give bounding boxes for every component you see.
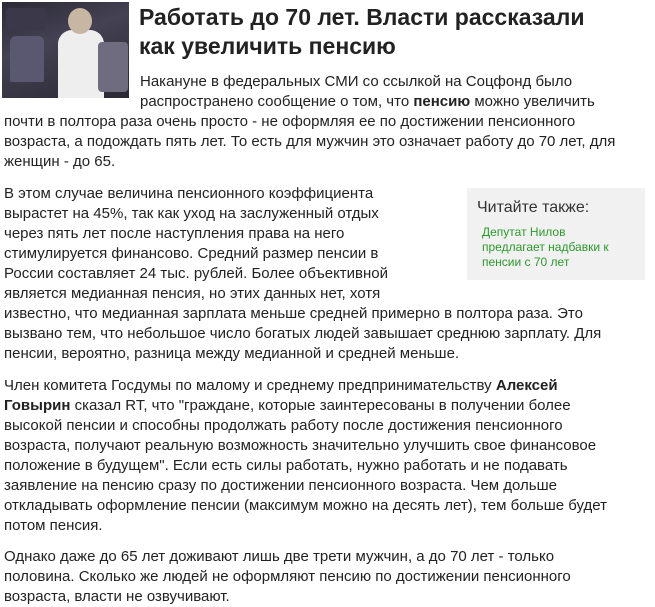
paragraph-intro: Накануне в федеральных СМИ со ссылкой на Соцфонд было распространено сообщение о том, что пенсию можно увеличить почти в полтора раза очень просто - не оформляя ее по достижении пенсионного возраста, а подождать пять лет. То есть для мужчин это означает работу до 70 лет, для женщин - до 65.	[4, 73, 616, 170]
article-title	[139, 3, 649, 61]
keyword-pension: пенсию	[413, 93, 471, 110]
person-name: Алексей	[495, 377, 558, 394]
paragraph-conclusion: Однако даже до 65 лет доживают лишь две трети мужчин, а до 70 лет - только половина. Сколько же людей не оформляют пенсию по достижении пенсионного возраста, власти не озвучивают.	[4, 548, 571, 605]
read-also-link[interactable]: Депутат Нилов предлагает надбавки к пенсии с 70 лет	[482, 225, 609, 269]
paragraph-coefficient: В этом случае величина пенсионного коэффициента вырастет на 45%, так как уход на заслуженный отдых через пять лет после наступления права на него стимулируется финансово. Средний размер пенсии в России составляет 24 тыс. рублей. Более объективной является медианная пенсия, но этих данных нет, хотя известно, что медианная зарплата меньше средней примерно в полтора раза. Это вызвано тем, что небольшое число богатых людей завышает среднюю зарплату. Для пенсии, вероятно, разница между медианной и средней меньше.	[4, 185, 602, 362]
title-line: Работать до 70 лет. Власти рассказали	[139, 4, 585, 30]
read-also-box	[467, 188, 645, 280]
paragraph-quote: Член комитета Госдумы по малому и среднему предпринимательству Алексей Говырин сказал RT, что "граждане, которые заинтересованы в получении более высокой пенсии и способны продолжать работу после достижения пенсионного возраста, получают реальную возможность значительно улучшить свое финансовое положение в будущем". Если есть силы работать, нужно работать и не подавать заявление на пенсию сразу по достижении пенсионного возраста. Чем дольше откладывать оформление пенсии (максимум можно на десять лет), тем больше будет потом пенсия.	[4, 377, 608, 534]
read-also-title: Читайте также:	[477, 199, 590, 216]
person-surname: Говырин	[4, 397, 71, 414]
title-line: как увеличить пенсию	[139, 33, 396, 59]
